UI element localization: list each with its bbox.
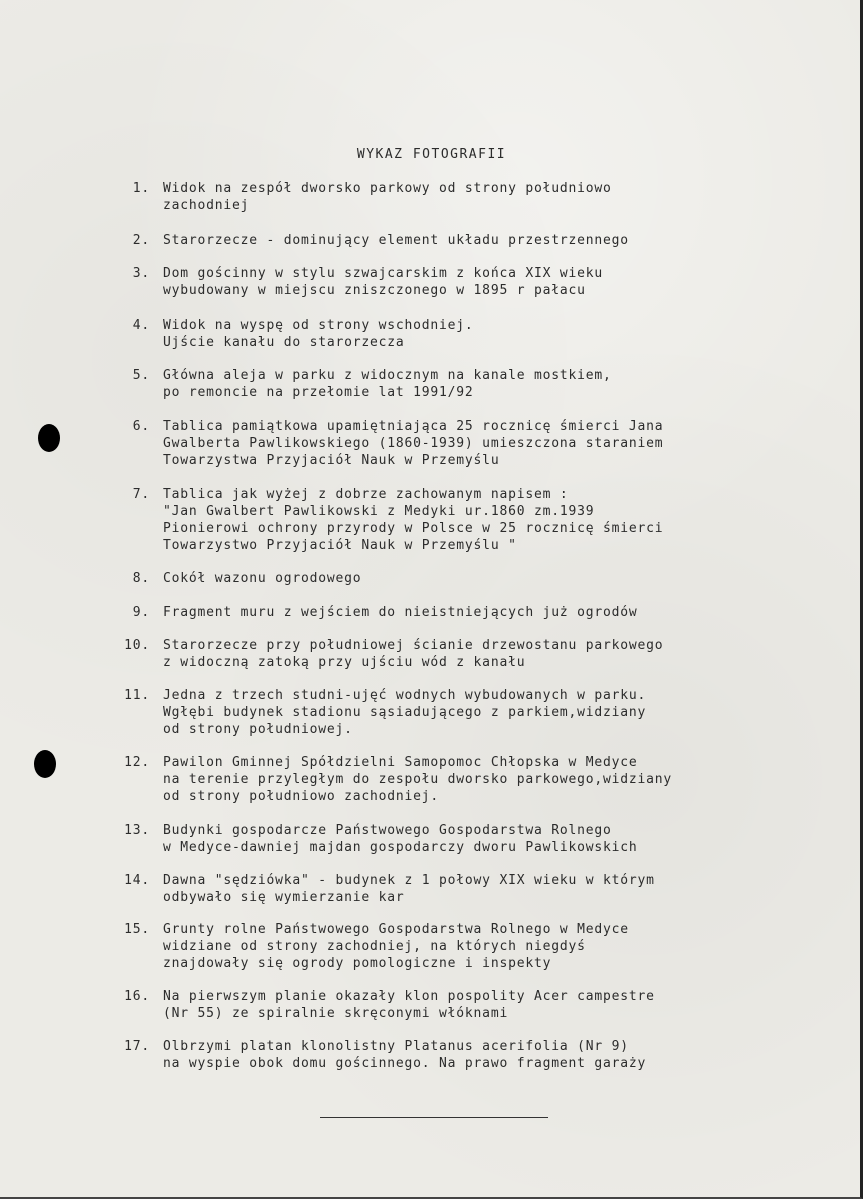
item-text: Budynki gospodarcze Państwowego Gospodarstwa Rolnego w Medyce-dawniej majdan gospodarczy dworu Pawlikowskich bbox=[163, 823, 638, 855]
item-text: Dom gościnny w stylu szwajcarskim z końca XIX wieku wybudowany w miejscu zniszczonego w 1895 r pałacu bbox=[163, 266, 603, 298]
item-number: 9. bbox=[132, 605, 150, 620]
item-number: 15. bbox=[124, 922, 150, 937]
item-number: 17. bbox=[124, 1039, 150, 1054]
item-text: Tablica pamiątkowa upamiętniająca 25 rocznicę śmierci Jana Gwalberta Pawlikowskiego (1860-1939) umieszczona staraniem Towarzystwa Przyjaciół Nauk w Przemyślu bbox=[163, 419, 664, 468]
item-text: Starorzecze - dominujący element układu przestrzennego bbox=[163, 233, 629, 248]
item-text: Grunty rolne Państwowego Gospodarstwa Rolnego w Medyce widziane od strony zachodniej, na których niegdyś znajdowały się ogrody pomologiczne i inspekty bbox=[163, 922, 629, 971]
punch-hole-bottom bbox=[34, 750, 56, 778]
item-text: Dawna "sędziówka" - budynek z 1 połowy XIX wieku w którym odbywało się wymierzanie kar bbox=[163, 873, 655, 905]
item-text: Widok na zespół dworsko parkowy od strony południowo zachodniej bbox=[163, 181, 612, 213]
item-text: Główna aleja w parku z widocznym na kanale mostkiem, po remoncie na przełomie lat 1991/92 bbox=[163, 368, 612, 400]
punch-hole-top bbox=[38, 424, 60, 452]
item-text: Na pierwszym planie okazały klon pospolity Acer campestre (Nr 55) ze spiralnie skręconymi włóknami bbox=[163, 989, 655, 1021]
item-number: 10. bbox=[124, 638, 150, 653]
item-text: Olbrzymi platan klonolistny Platanus acerifolia (Nr 9) na wyspie obok domu gościnnego. Na prawo fragment garaży bbox=[163, 1039, 647, 1071]
item-number: 12. bbox=[124, 755, 150, 770]
item-number: 8. bbox=[132, 571, 150, 586]
item-text: Fragment muru z wejściem do nieistniejących już ogrodów bbox=[163, 605, 638, 620]
item-text: Jedna z trzech studni-ujęć wodnych wybudowanych w parku. Wgłębi budynek stadionu sąsiadującego z parkiem,widziany od strony południowej. bbox=[163, 688, 647, 737]
closing-rule bbox=[320, 1117, 548, 1118]
item-number: 5. bbox=[132, 368, 150, 383]
item-number: 6. bbox=[132, 419, 150, 434]
item-number: 11. bbox=[124, 688, 150, 703]
item-text: Pawilon Gminnej Spółdzielni Samopomoc Chłopska w Medyce na terenie przyległym do zespołu dworsko parkowego,widziany od strony południowo zachodniej. bbox=[163, 755, 672, 804]
item-text: Widok na wyspę od strony wschodniej. Ujście kanału do starorzecza bbox=[163, 318, 474, 350]
item-text: Cokół wazonu ogrodowego bbox=[163, 571, 362, 586]
item-number: 4. bbox=[132, 318, 150, 333]
item-number: 14. bbox=[124, 873, 150, 888]
document-title: WYKAZ FOTOGRAFII bbox=[356, 147, 507, 162]
item-number: 16. bbox=[124, 989, 150, 1004]
item-number: 7. bbox=[132, 487, 150, 502]
item-number: 2. bbox=[132, 233, 150, 248]
item-number: 1. bbox=[132, 181, 150, 196]
item-number: 13. bbox=[124, 823, 150, 838]
item-text: Starorzecze przy południowej ścianie drzewostanu parkowego z widoczną zatoką przy ujściu wód z kanału bbox=[163, 638, 664, 670]
item-number: 3. bbox=[132, 266, 150, 281]
item-text: Tablica jak wyżej z dobrze zachowanym napisem : "Jan Gwalbert Pawlikowski z Medyki ur.1860 zm.1939 Pionierowi ochrony przyrody w Polsce w 25 rocznicę śmierci Towarzystwo Przyjaciół Nauk w Przemyślu " bbox=[163, 487, 664, 553]
